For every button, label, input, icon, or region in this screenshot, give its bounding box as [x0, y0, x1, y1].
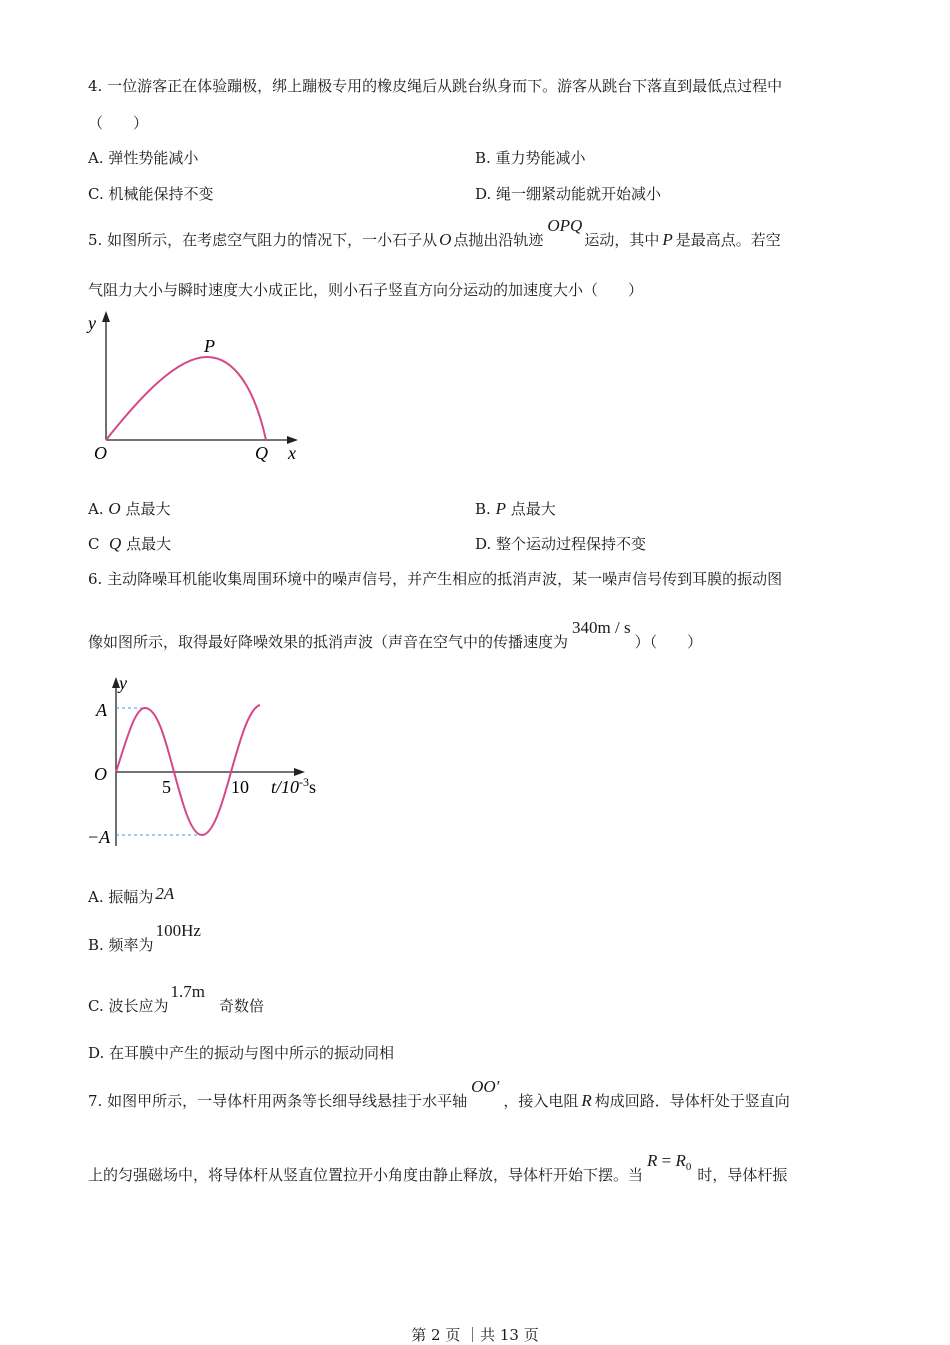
- q6-sound-speed: 340m / s: [572, 618, 631, 637]
- q5-trajectory-figure: [85, 305, 315, 475]
- q6-option-b: B. 频率为100Hz: [88, 921, 201, 954]
- q5-x-label: x: [288, 443, 296, 463]
- q5-option-a: A. O 点最大: [88, 499, 171, 518]
- q6-option-d: D. 在耳膜中产生的振动与图中所示的振动同相: [88, 1044, 395, 1062]
- q4-answer-paren: （ ）: [88, 114, 149, 132]
- q5-trajectory-curve: [106, 357, 266, 440]
- q4-option-b: B. 重力势能减小: [475, 149, 586, 167]
- q5-p-label: P: [204, 336, 215, 356]
- q5-option-b: B. P 点最大: [475, 499, 556, 518]
- q6-o-label: O: [94, 764, 107, 784]
- q6-vibration-figure: [85, 668, 345, 858]
- q6-stem-line2: 像如图所示，取得最好降噪效果的抵消声波（声音在空气中的传播速度为340m / s）（ ）: [88, 618, 703, 651]
- q7-axis-label: OO′: [471, 1077, 500, 1096]
- q5-o-label: O: [94, 443, 107, 463]
- q7-stem-line2: 上的匀强磁场中，将导体杆从竖直位置拉开小角度由静止释放，导体杆开始下摆。当$R = R_0$ 时，导体杆振: [88, 1151, 788, 1184]
- q7-formula: $R = R_0$: [647, 1151, 692, 1173]
- q6-option-c: C. 波长应为1.7m奇数倍: [88, 982, 264, 1015]
- q6-time-axis-label: $t/10^{-3}s$: [271, 775, 317, 797]
- q5-stem-line1: 5. 如图所示，在考虑空气阻力的情况下，一小石子从 O 点抛出沿轨迹OPQ运动，其中 P 是最高点。若空: [88, 216, 781, 249]
- q6-y-label: y: [119, 673, 127, 693]
- q4-option-a: A. 弹性势能减小: [88, 149, 199, 167]
- q6-axes: [112, 677, 305, 846]
- q6-neg-a-label: −A: [87, 827, 111, 847]
- q6-tick-10: 10: [231, 777, 249, 797]
- page-footer: 第 2 页 ｜共 13 页: [411, 1326, 539, 1344]
- q5-y-label: y: [88, 313, 96, 333]
- q5-trajectory-label: OPQ: [547, 216, 583, 235]
- q5-axes: [102, 311, 298, 444]
- q5-q-label: Q: [255, 443, 268, 463]
- q6-sine-curve: [116, 705, 260, 835]
- q6-tick-5: 5: [162, 777, 171, 797]
- q5-stem-line2: 气阻力大小与瞬时速度大小成正比，则小石子竖直方向分运动的加速度大小（ ）: [88, 281, 644, 299]
- q4-stem: 4. 一位游客正在体验蹦极，绑上蹦极专用的橡皮绳后从跳台纵身而下。游客从跳台下落直到最低点过程中: [88, 77, 783, 95]
- q5-option-c: C Q 点最大: [88, 534, 172, 553]
- q4-option-d: D. 绳一绷紧动能就开始减小: [475, 185, 662, 203]
- q6-option-a: A. 振幅为 2A: [88, 884, 175, 906]
- q6-stem-line1: 6. 主动降噪耳机能收集周围环境中的噪声信号，并产生相应的抵消声波，某一噪声信号传到耳膜的振动图: [88, 570, 783, 588]
- q7-stem-line1: 7. 如图甲所示，一导体杆用两条等长细导线悬挂于水平轴OO′，接入电阻 R 构成回路．导体杆处于竖直向: [88, 1077, 790, 1110]
- q5-option-d: D. 整个运动过程保持不变: [475, 535, 647, 553]
- q4-option-c: C. 机械能保持不变: [88, 185, 214, 203]
- q6-a-label: A: [96, 700, 107, 720]
